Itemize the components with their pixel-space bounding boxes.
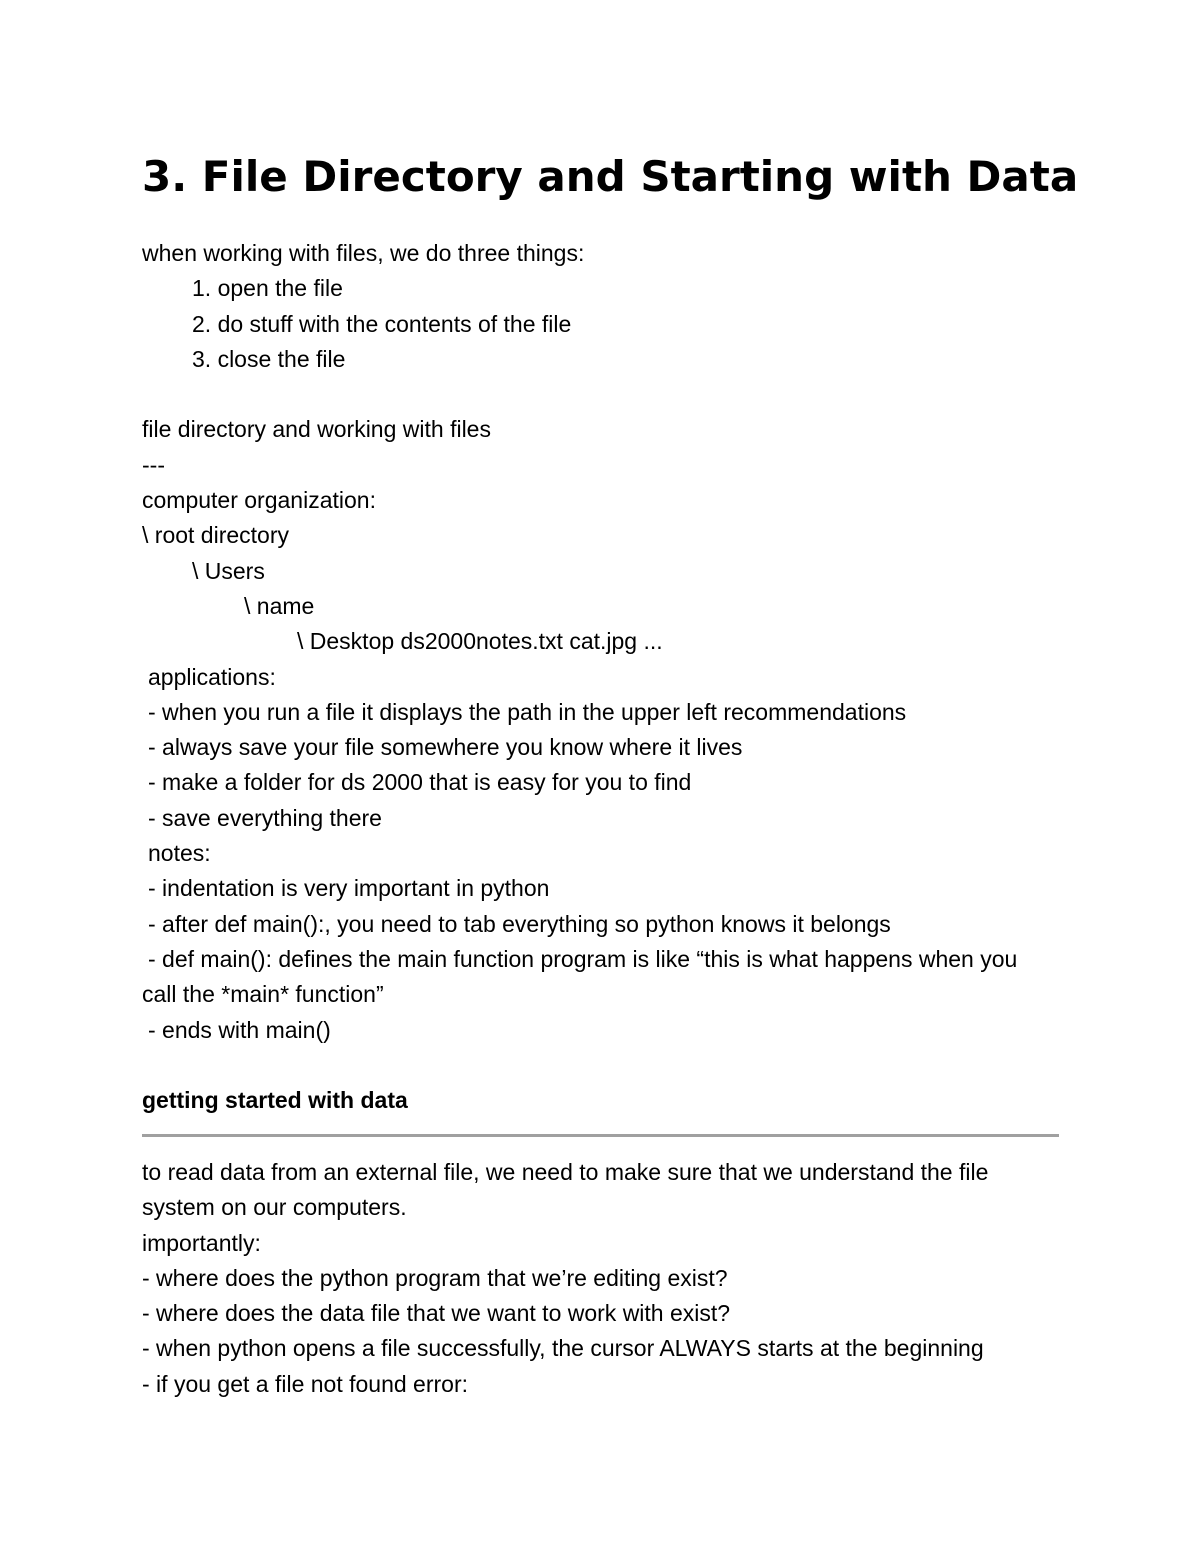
section-divider (142, 1134, 1059, 1137)
tree-item: \ name (244, 592, 315, 619)
blank-line (142, 377, 1017, 412)
section-intro-line: to read data from an external file, we need to make sure that we understand the file (142, 1159, 989, 1185)
notes-body-part-2 (142, 1155, 988, 1402)
subheading-text: file directory and working with files (142, 416, 491, 443)
intro-text: when working with files, we do three things: (142, 240, 585, 266)
tree-item: \ Users (192, 557, 265, 584)
important-item: - where does the python program that we’re editing exist? (142, 1264, 728, 1291)
application-item: - save everything there (148, 804, 382, 831)
important-item: - if you get a file not found error: (142, 1370, 469, 1397)
applications-label: applications: (148, 663, 276, 690)
application-item: - always save your file somewhere you know where it lives (148, 734, 743, 761)
notes-label: notes: (148, 840, 211, 867)
note-item: - ends with main() (148, 1016, 331, 1043)
note-item-continued: call the *main* function” (142, 981, 384, 1008)
section-heading: getting started with data (142, 1087, 408, 1113)
note-item: - def main(): defines the main function program is like “this is what happens when you (148, 945, 1018, 972)
tree-item: \ Desktop ds2000notes.txt cat.jpg ... (297, 628, 663, 655)
note-item: - indentation is very important in python (148, 875, 550, 902)
step-item: 2. do stuff with the contents of the file (192, 310, 572, 337)
application-item: - when you run a file it displays the path in the upper left recommendations (148, 698, 907, 725)
step-item: 3. close the file (192, 345, 346, 372)
important-item: - when python opens a file successfully, the cursor ALWAYS starts at the beginning (142, 1335, 984, 1362)
tree-item: \ root directory (142, 522, 289, 549)
note-item: - after def main():, you need to tab everything so python knows it belongs (148, 910, 891, 937)
separator-text: --- (142, 451, 165, 478)
page-title: 3. File Directory and Starting with Data (142, 152, 1079, 201)
important-item: - where does the data file that we want to work with exist? (142, 1300, 731, 1327)
application-item: - make a folder for ds 2000 that is easy for you to find (148, 769, 692, 796)
notes-body-part-1 (142, 236, 1017, 1048)
section-intro-line: system on our computers. (142, 1194, 407, 1221)
step-item: 1. open the file (192, 275, 343, 302)
importantly-label: importantly: (142, 1229, 261, 1256)
organization-label: computer organization: (142, 487, 376, 514)
